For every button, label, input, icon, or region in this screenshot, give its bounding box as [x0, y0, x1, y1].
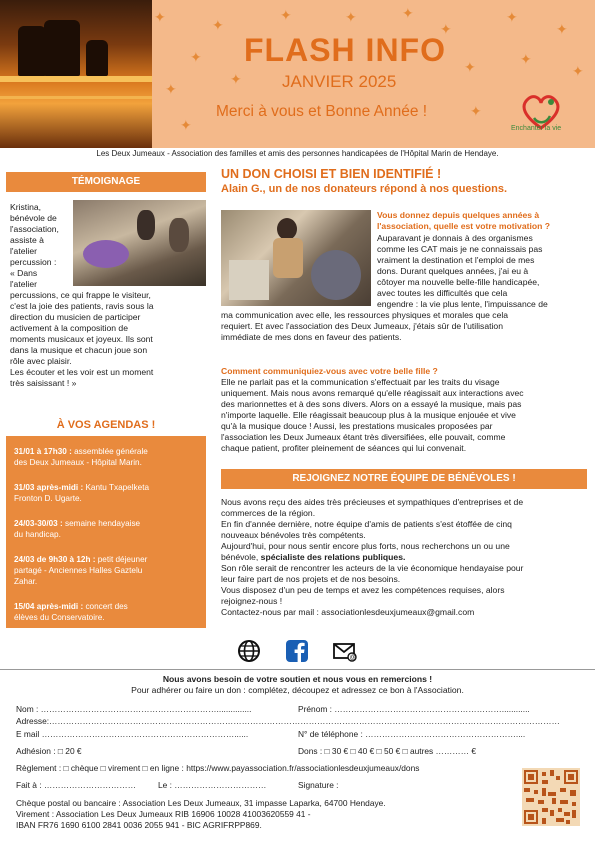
benevoles-heading: REJOIGNEZ NOTRE ÉQUIPE DE BÉNÉVOLES ! — [221, 469, 587, 489]
don-subtitle: Alain G., un de nos donateurs répond à nos questions. — [221, 183, 508, 195]
temoignage-text: percussions, ce qui frappe le visiteur, c'est la joie des patients, ravis sous la direction du musicien de participer activement à la composition de moments musicaux et joyeux. Ils sont dans la musique et chacun joue son rôle avec plaisir. Les écouter et les voir est un moment très saisissant ! » — [10, 290, 154, 388]
date-field[interactable]: Le : …………………………… — [158, 780, 267, 790]
qr-code[interactable] — [522, 768, 580, 826]
sunset-photo — [0, 0, 152, 148]
adresse-field[interactable]: Adresse:………………………………………………………………………………………………………………………………………………………………… — [16, 716, 560, 726]
email-field[interactable]: E mail ……………………………………………………………...... — [16, 729, 249, 739]
mail-icon[interactable] — [332, 638, 358, 664]
telephone-field[interactable]: N° de téléphone : ……………………………………………….... — [298, 729, 526, 739]
nom-field[interactable]: Nom : ………………………………………………………............... — [16, 704, 252, 714]
header-banner: ✦ ✦ ✦ ✦ ✦ ✦ ✦ ✦ ✦ ✦ ✦ ✦ ✦ ✦ ✦ ✦ FLASH INFO JANVIER 2025 Merci à vous et Bonne Année ! Enchanter la vie — [0, 0, 595, 148]
temoignage-heading: TÉMOIGNAGE — [6, 172, 206, 192]
answer-1-wide: ma communication avec elle, les ressources physiques et morales que cela requiert. Et avec l'association des Deux Jumeaux, j'étais sûr de l'utilisation immédiate de mes dons en faveur des patients. — [221, 310, 509, 342]
prenom-field[interactable]: Prénom : ……………………………………………………............ — [298, 704, 530, 714]
agenda-item: 24/03-30/03 : semaine hendayaise du handicap. — [14, 519, 141, 539]
dons-options[interactable]: Dons : □ 30 € □ 40 € □ 50 € □ autres ………… € — [298, 746, 477, 756]
iban-info: IBAN FR76 1690 6100 2841 0036 2055 941 - BIC AGRIFRPP869. — [16, 820, 262, 830]
temoignage-narrow: Kristina, bénévole de l'association, assiste à l'atelier percussion : « Dans l'atelier — [10, 202, 59, 289]
svg-text:@: @ — [349, 655, 356, 662]
form-instructions: Pour adhérer ou faire un don : complétez, découpez et adressez ce bon à l'Association. — [131, 685, 464, 695]
benevoles-text: Nous avons reçu des aides très précieuses et sympathiques d'entreprises et de commerces de la région. En fin d'année dernière, notre équipe d'amis de patients s'est étoffée de cinq nouveaux bénévoles très compétents. Aujourd'hui, pour nous sentir encore plus forts, nous recherchons un ou une bénévole, spécialiste des relations publiques. Son rôle serait de rencontrer les acteurs de la vie économique hendayaise pour leur faire part de nos projets et de nos besoins. Vous disposez d'un peu de temps et avez les compétences requises, alors rejoignez-nous ! Contactez-nous par mail : associationlesdeuxjumeaux@gmail.com — [221, 497, 524, 617]
answer-2: Elle ne parlait pas et la communication s'effectuait par les traits du visage uniquement. Mais nous avons remarqué qu'elle réagissait aux interactions avec des marionnettes et à des sons divers. Alors on a essayé la musique, mais pas n'importe laquelle. Elle réagissait beaucoup plus à la musique enjouée et vive qu'à la musique douce ! Aussi, les prestations musicales proposées par l'association les Deux Jumeaux étant très diversifiées, elle pouvait, comme chaque patient, profiter pleinement de séances qui lui convenait. — [221, 377, 524, 453]
agenda-item: 24/03 de 9h30 à 12h : petit déjeuner partagé - Anciennes Halles Gaztelu Zahar. — [14, 555, 148, 586]
flash-title: FLASH INFO — [244, 32, 446, 68]
adhesion-checkbox[interactable]: Adhésion : □ 20 € — [16, 746, 82, 756]
don-title: UN DON CHOISI ET BIEN IDENTIFIÉ ! — [221, 167, 442, 181]
question-1: Vous donnez depuis quelques années à l'association, quelle est votre motivation ? — [377, 210, 551, 231]
association-line: Les Deux Jumeaux - Association des familles et amis des personnes handicapées de l'Hôpital Marin de Hendaye. — [96, 149, 499, 158]
signature-field[interactable]: Signature : — [298, 780, 339, 790]
cut-line — [0, 669, 595, 670]
support-appeal: Nous avons besoin de votre soutien et nous vous en remercions ! — [162, 674, 433, 684]
agenda-item: 31/03 après-midi : Kantu Txapelketa Fronton D. Ugarte. — [14, 483, 150, 503]
greeting: Merci à vous et Bonne Année ! — [216, 103, 428, 120]
logo-caption: Enchanter la vie — [511, 125, 562, 132]
fait-a-field[interactable]: Fait à : …………………………… — [16, 780, 137, 790]
answer-1-narrow: Auparavant je donnais à des organismes comme les CAT mais je ne connaissais pas vraiment la destination et l'emploi de mes dons. Durant quelques années, j'ai eu à côtoyer ma nouvelle belle-fille handicapée, avec toutes les difficultés que cela engendre : la vie plus lente, l'impuissance de — [377, 233, 548, 309]
reglement-options[interactable]: Règlement : □ chèque □ virement □ en ligne : https://www.payassociation.fr/associationlesdeuxjumeaux/dons — [16, 763, 420, 773]
cheque-info: Chèque postal ou bancaire : Association Les Deux Jumeaux, 31 impasse Laparka, 64700 Hendaye. — [16, 798, 386, 808]
agenda-box — [6, 436, 206, 628]
music-session-photo — [221, 210, 371, 306]
issue-month: JANVIER 2025 — [282, 72, 397, 91]
agenda-item: 15/04 après-midi : concert des élèves du Conservatoire. — [14, 602, 128, 622]
virement-info: Virement : Association Les Deux Jumeaux RIB 16906 10028 41003620559 41 - — [16, 809, 311, 819]
agenda-heading: À VOS AGENDAS ! — [56, 419, 156, 431]
question-2: Comment communiquiez-vous avec votre belle fille ? — [221, 366, 438, 376]
percussion-photo — [73, 200, 206, 286]
facebook-icon[interactable] — [284, 638, 310, 664]
agenda-item: 31/01 à 17h30 : assemblée générale des Deux Jumeaux - Hôpital Marin. — [14, 447, 148, 467]
globe-icon[interactable] — [236, 638, 262, 664]
